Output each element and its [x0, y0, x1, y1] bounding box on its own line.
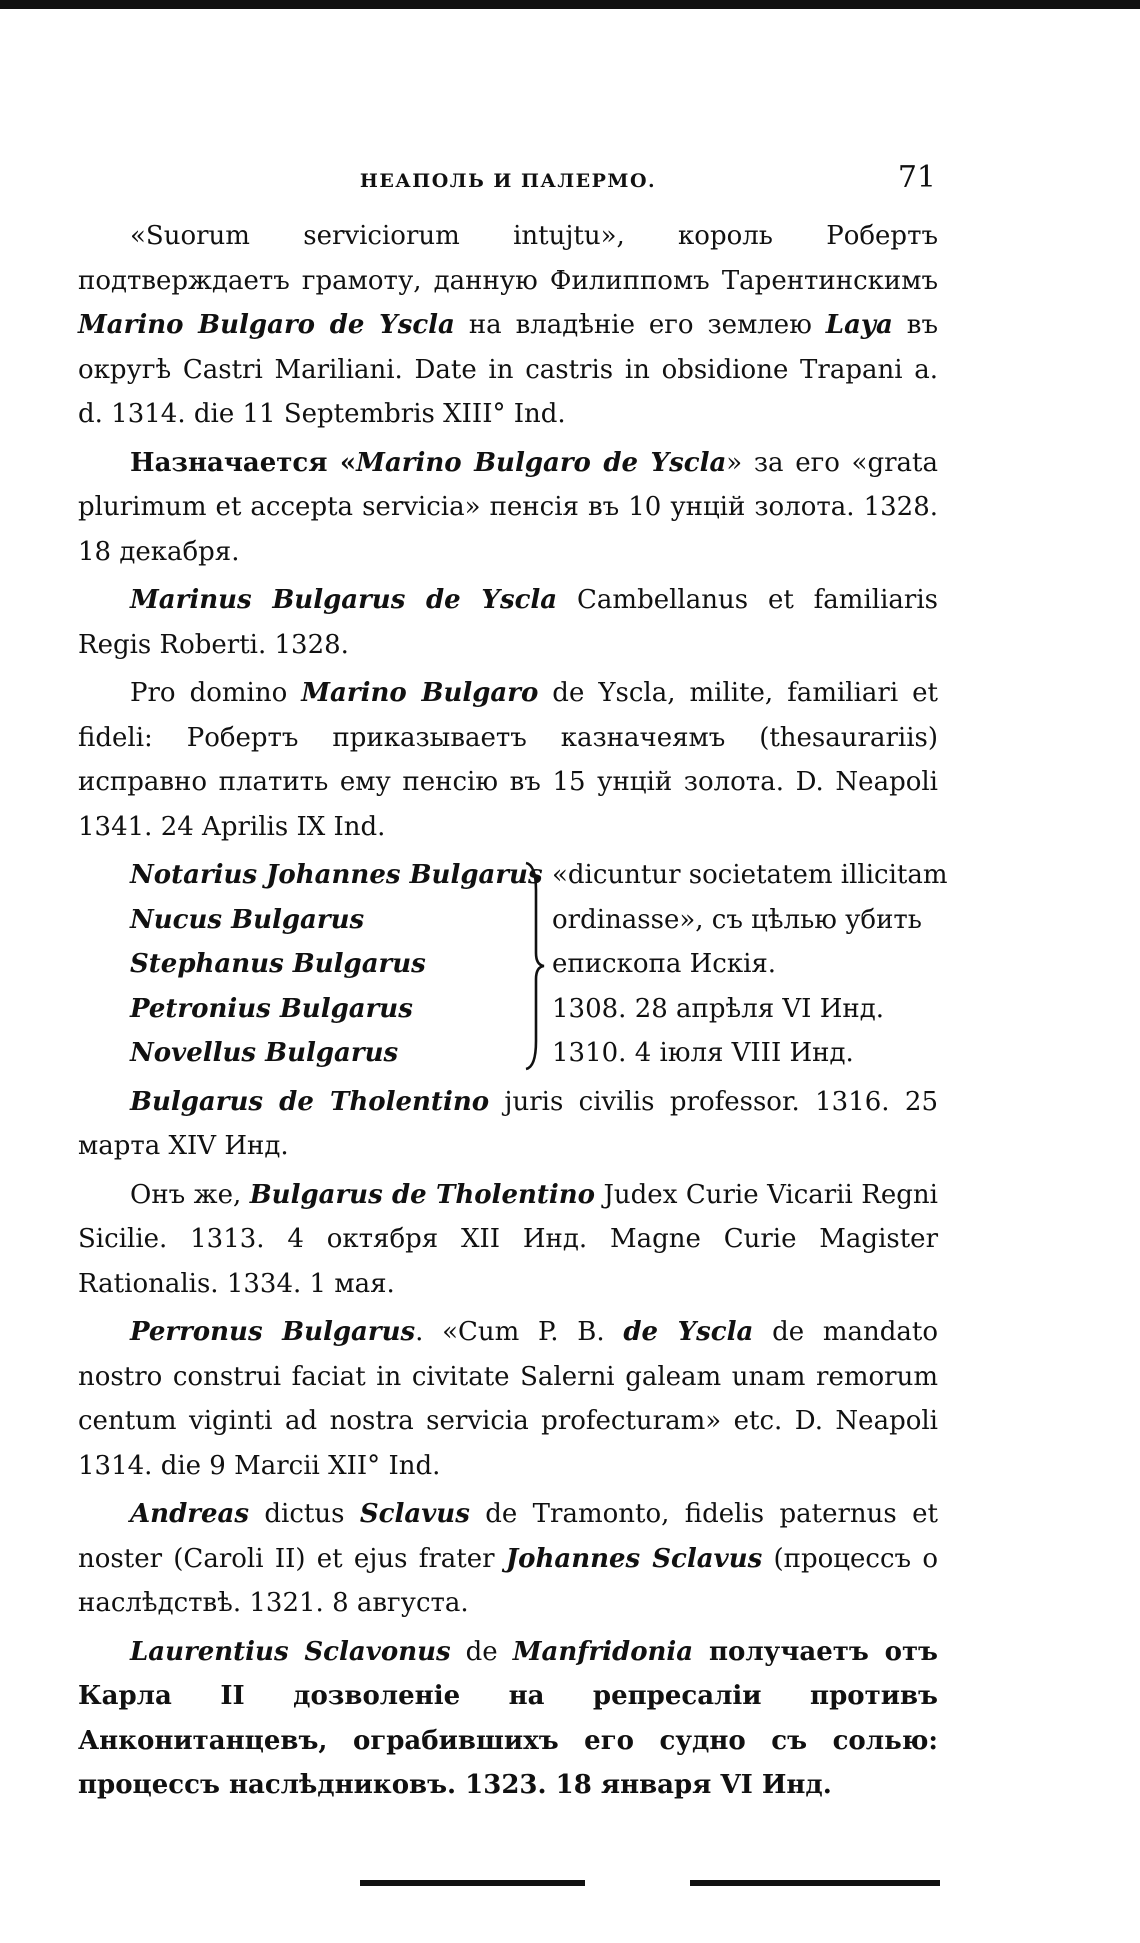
paragraph — [78, 1630, 938, 1808]
group-name: Notarius Johannes Bulgarus — [130, 860, 543, 890]
paragraph-text: Judex Curie Vicarii Regni Sicilie. 1313. 4 октября XII Инд. Magne Curie Magister Rationalis. 1334. 1 мая. — [78, 1179, 938, 1299]
bottom-rule-right — [690, 1880, 940, 1886]
group-name: Petronius Bulgarus — [130, 993, 413, 1024]
paragraph — [78, 1492, 938, 1626]
paragraph-text: на владѣніе его землею — [454, 310, 826, 340]
paragraph-text: de Tramonto, fidelis paternus et noster (Caroli II) et ejus frater — [78, 1499, 939, 1574]
paragraph-text: Cambellanus et familiaris Regis Roberti. 1328. — [78, 585, 938, 660]
right-brace-icon — [522, 861, 546, 1071]
top-page-rule — [0, 0, 1140, 9]
paragraph — [78, 671, 938, 849]
page-number: 71 — [897, 160, 936, 195]
paragraph-text: получаетъ отъ Карла II дозволеніе на репресаліи противъ Анконитанцевъ, ограбившихъ его судно съ солью: процессъ наслѣдниковъ. 1323. 18 января VI Инд. — [78, 1636, 938, 1800]
person-name: Marinus Bulgarus de Yscla — [130, 585, 558, 615]
paragraph-text: » за его «grata plurimum et accepta servicia» пенсія въ 10 унцій золота. 1328. 18 декабря. — [78, 447, 938, 567]
group-name: Nucus Bulgarus — [130, 904, 365, 935]
person-name: Manfridonia — [512, 1636, 694, 1667]
paragraph — [78, 578, 938, 667]
paragraph — [78, 214, 938, 437]
person-name: Andreas — [130, 1499, 249, 1529]
paragraph-text: Pro domino — [130, 678, 302, 708]
paragraphs-after-list — [78, 1080, 938, 1808]
paragraph-text: de mandato nostro construi faciat in civitate Salerni galeam unam remorum centum viginti ad nostra servicia profecturam» etc. D. Neapoli 1314. die 9 Marcii XII° Ind. — [78, 1317, 939, 1481]
person-name: Marino Bulgaro — [301, 678, 539, 708]
person-name: Laya — [825, 310, 893, 340]
bulgarus-group-listing — [130, 853, 990, 1076]
group-note: 1310. 4 іюля VIII Инд. — [552, 1038, 854, 1068]
group-note: ordinasse», съ цѣлью убить — [552, 904, 922, 935]
group-notes-column — [552, 853, 990, 1076]
paragraph-text: dictus — [248, 1499, 360, 1529]
paragraph — [78, 441, 938, 575]
paragraphs-before-list — [78, 214, 938, 849]
paragraph-text: въ округѣ Castri Mariliani. Date in castris in obsidione Trapani a. d. 1314. die 11 Septembris XIII° Ind. — [78, 310, 938, 429]
paragraph-text: Назначается « — [130, 447, 357, 478]
person-name: Marino Bulgaro de Yscla — [78, 310, 455, 340]
group-note: епископа Искія. — [552, 949, 777, 979]
group-note: 1308. 28 апрѣля VI Инд. — [552, 993, 884, 1024]
running-head: НЕАПОЛЬ И ПАЛЕРМО. — [359, 170, 657, 192]
person-name: Bulgarus de Tholentino — [130, 1086, 490, 1117]
paragraph-text: Онъ же, — [130, 1179, 250, 1210]
person-name: Marino Bulgaro de Yscla — [356, 447, 727, 478]
group-name: Novellus Bulgarus — [130, 1038, 399, 1068]
group-name: Stephanus Bulgarus — [130, 949, 426, 979]
person-name: Perronus Bulgarus — [130, 1317, 416, 1347]
paragraph — [78, 1310, 938, 1488]
bottom-rules — [360, 1880, 940, 1888]
paragraph-text: de — [450, 1636, 513, 1667]
person-name: Laurentius Sclavonus — [130, 1636, 451, 1667]
paragraph-text: (процессъ о наслѣдствѣ. 1321. 8 августа. — [78, 1543, 939, 1618]
group-names-column — [130, 853, 543, 1076]
bottom-rule-left — [360, 1880, 585, 1886]
page-body — [78, 160, 948, 1812]
person-name: de Yscla — [623, 1317, 754, 1347]
paragraph-text: juris civilis professor. 1316. 25 марта XIV Инд. — [78, 1086, 939, 1161]
group-note: «dicuntur societatem illicitam — [552, 860, 948, 890]
paragraph — [78, 1173, 938, 1307]
paragraph-text: de Yscla, milite, familiari et fideli: Робертъ приказываетъ казначеямъ (thesaurariis) исправно платить ему пенсію въ 15 унцій золота. D. Neapoli 1341. 24 Aprilis IX Ind. — [78, 678, 938, 842]
paragraph-text: «Suorum serviciorum intujtu», король Робертъ подтверждаетъ грамоту, данную Филиппомъ Тарентинскимъ — [78, 221, 938, 296]
paragraph — [78, 1080, 938, 1169]
person-name: Bulgarus de Tholentino — [249, 1179, 596, 1210]
person-name: Johannes Sclavus — [505, 1543, 763, 1574]
paragraph-text: . «Cum P. B. — [415, 1317, 624, 1347]
person-name: Sclavus — [359, 1499, 470, 1529]
group-brace — [522, 853, 552, 1076]
page-header — [78, 160, 938, 206]
